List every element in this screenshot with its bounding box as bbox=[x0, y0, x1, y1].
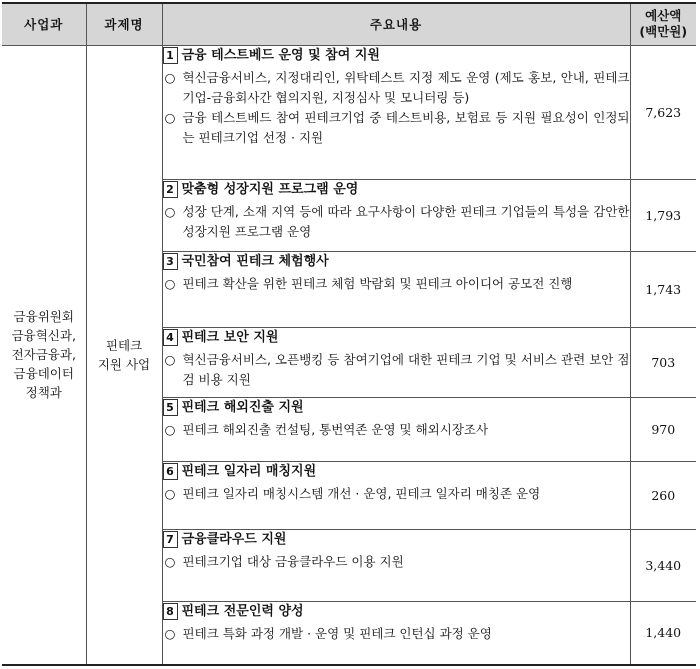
item-title bbox=[163, 602, 630, 622]
budget-table bbox=[2, 2, 696, 666]
bullet-circle-icon: ○ bbox=[164, 69, 176, 85]
bullet-item bbox=[163, 484, 630, 504]
budget-amount: 1,743 bbox=[630, 251, 696, 327]
content-cell bbox=[162, 397, 630, 461]
bullet-text: 핀테크 확산을 위한 핀테크 체험 박람회 및 핀테크 아이디어 공모전 진행 bbox=[182, 275, 573, 291]
dept-cell bbox=[2, 45, 86, 665]
bullet-item bbox=[163, 274, 630, 294]
bullet-text: 핀테크기업 대상 금융클라우드 이용 지원 bbox=[182, 553, 404, 569]
bullet-item bbox=[163, 350, 630, 390]
item-title bbox=[163, 180, 630, 200]
item-number-box: 6 bbox=[163, 463, 178, 480]
item-title-text: 국민참여 핀테크 체험행사 bbox=[181, 253, 329, 269]
item-title bbox=[163, 398, 630, 418]
bullet-text: 금융 테스트베드 참여 핀테크기업 중 테스트비용, 보험료 등 지원 필요성이 인정되는 핀테크기업 선정 · 지원 bbox=[182, 109, 630, 145]
item-number-box: 2 bbox=[163, 181, 178, 198]
item-number-box: 3 bbox=[163, 253, 178, 270]
bullet-circle-icon: ○ bbox=[164, 485, 176, 501]
dept-line: 정책과 bbox=[25, 385, 62, 401]
bullet-circle-icon: ○ bbox=[164, 275, 176, 291]
content-cell bbox=[162, 327, 630, 397]
table-body bbox=[2, 45, 696, 665]
bullet-text: 혁신금융서비스, 오픈뱅킹 등 참여기업에 대한 핀테크 기업 및 서비스 관련 보안 점검 비용 지원 bbox=[182, 351, 630, 387]
budget-amount: 3,440 bbox=[630, 529, 696, 601]
content-cell bbox=[162, 251, 630, 327]
item-title bbox=[163, 530, 630, 550]
item-number-box: 8 bbox=[163, 603, 178, 620]
dept-line: 금융데이터 bbox=[13, 366, 74, 382]
item-title bbox=[163, 462, 630, 482]
budget-amount: 260 bbox=[630, 461, 696, 529]
content-cell bbox=[162, 45, 630, 179]
content-cell bbox=[162, 179, 630, 251]
budget-amount: 970 bbox=[630, 397, 696, 461]
item-number-box: 5 bbox=[163, 399, 178, 416]
item-title-text: 금융클라우드 지원 bbox=[181, 531, 287, 547]
bullet-circle-icon: ○ bbox=[164, 553, 176, 569]
item-title bbox=[163, 328, 630, 348]
dept-line: 금융위원회 bbox=[13, 309, 74, 325]
item-title-text: 맞춤형 성장지원 프로그램 운영 bbox=[181, 181, 359, 197]
header-dept: 사업과 bbox=[2, 3, 86, 45]
item-number-box: 7 bbox=[163, 531, 178, 548]
project-line: 핀테크 bbox=[105, 337, 143, 353]
dept-line: 금융혁신과, bbox=[11, 328, 76, 344]
item-title-text: 핀테크 일자리 매칭지원 bbox=[181, 463, 317, 479]
bullet-text: 핀테크 일자리 매칭시스템 개선 · 운영, 핀테크 일자리 매칭존 운영 bbox=[182, 485, 541, 501]
bullet-item bbox=[163, 552, 630, 572]
content-cell bbox=[162, 601, 630, 665]
bullet-item bbox=[163, 202, 630, 242]
item-title bbox=[163, 252, 630, 272]
budget-amount: 703 bbox=[630, 327, 696, 397]
header-content: 주요내용 bbox=[162, 3, 630, 45]
bullet-circle-icon: ○ bbox=[164, 421, 176, 437]
item-title-text: 금융 테스트베드 운영 및 참여 지원 bbox=[181, 47, 380, 63]
header-budget bbox=[630, 3, 696, 45]
item-title-text: 핀테크 전문인력 양성 bbox=[181, 603, 304, 619]
header-project: 과제명 bbox=[86, 3, 162, 45]
content-cell bbox=[162, 529, 630, 601]
bullet-item bbox=[163, 108, 630, 148]
header-row bbox=[2, 3, 696, 45]
bullet-item bbox=[163, 420, 630, 440]
bullet-circle-icon: ○ bbox=[164, 109, 176, 125]
item-title-text: 핀테크 보안 지원 bbox=[181, 329, 279, 345]
bullet-item bbox=[163, 68, 630, 108]
budget-amount: 7,623 bbox=[630, 45, 696, 179]
item-number-box: 4 bbox=[163, 329, 178, 346]
content-cell bbox=[162, 461, 630, 529]
bullet-circle-icon: ○ bbox=[164, 351, 176, 367]
bullet-text: 핀테크 해외진출 컨설팅, 통번역존 운영 및 해외시장조사 bbox=[182, 421, 489, 437]
project-line: 지원 사업 bbox=[97, 356, 151, 372]
bullet-item bbox=[163, 624, 630, 644]
table-row bbox=[2, 45, 696, 179]
bullet-circle-icon: ○ bbox=[164, 203, 176, 219]
budget-amount: 1,440 bbox=[630, 601, 696, 665]
bullet-text: 혁신금융서비스, 지정대리인, 위탁테스트 지정 제도 운영 (제도 홍보, 안내, 핀테크기업-금융회사간 협의지원, 지정심사 및 모니터링 등) bbox=[182, 69, 630, 105]
header-budget-unit: (백만원) bbox=[639, 24, 688, 40]
bullet-text: 핀테크 특화 과정 개발 · 운영 및 핀테크 인턴십 과정 운영 bbox=[182, 625, 492, 641]
project-cell bbox=[86, 45, 162, 665]
budget-amount: 1,793 bbox=[630, 179, 696, 251]
bullet-circle-icon: ○ bbox=[164, 625, 176, 641]
item-number-box: 1 bbox=[163, 47, 178, 64]
header-budget-label: 예산액 bbox=[645, 8, 682, 24]
bullet-text: 성장 단계, 소재 지역 등에 따라 요구사항이 다양한 핀테크 기업들의 특성을 감안한 성장지원 프로그램 운영 bbox=[182, 203, 630, 239]
item-title-text: 핀테크 해외진출 지원 bbox=[181, 399, 304, 415]
dept-line: 전자금융과, bbox=[11, 347, 76, 363]
item-title bbox=[163, 46, 630, 66]
